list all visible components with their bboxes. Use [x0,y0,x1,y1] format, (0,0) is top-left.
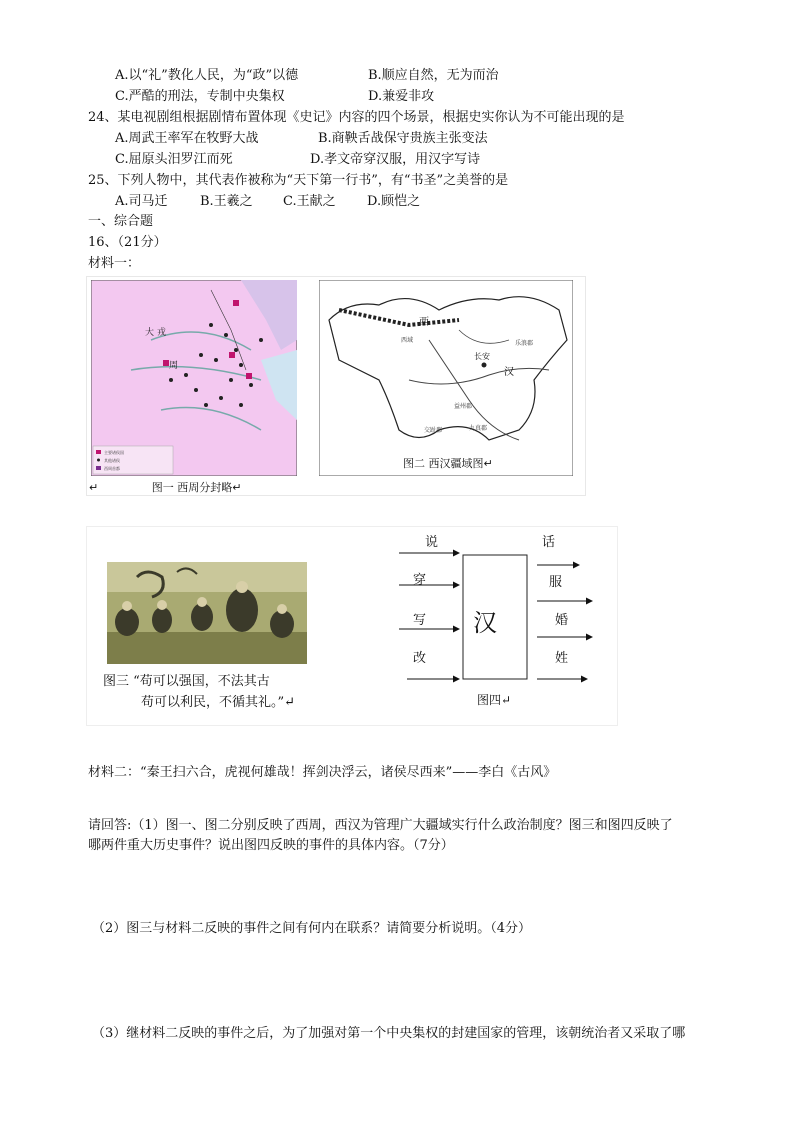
legend-capital: 西周首都 [104,466,120,471]
q24-option-c: C.屈原头汨罗江而死 [115,152,233,167]
question-16-heading: 16、（21分） [88,235,167,250]
q24-option-b: B.商鞅舌战保守贵族主张变法 [318,131,488,146]
map-label-zhou: 周 [169,361,179,371]
fig4-left-4: 改 [413,651,427,666]
material-one-label: 材料一： [88,256,141,271]
fig4-right-4: 姓 [555,651,569,666]
figure-3-painting [107,562,307,664]
q23-option-b: B.顺应自然，无为而治 [368,68,499,83]
fig4-left-3: 写 [413,613,427,628]
material-two: 材料二：“秦王扫六合，虎视何雄哉！挥剑决浮云，诸侯尽西来”——李白《古风》 [88,765,557,780]
fig4-center-han: 汉 [473,609,497,637]
figures-bottom-panel [86,526,618,726]
fig4-right-3: 婚 [555,613,569,628]
map2-label-han: 汉 [504,367,514,378]
q23-option-a: A.以“礼”教化人民，为“政”以德 [115,68,299,83]
fig4-right-1: 话 [542,535,556,550]
q24-option-a: A.周武王率军在牧野大战 [115,131,259,146]
map2-label-changan: 长安 [474,352,490,361]
question-2: （2）图三与材料二反映的事件之间有何内在联系？请简要分析说明。（4分） [92,921,532,936]
q24-stem: 24、某电视剧组根据剧情布置体现《史记》内容的四个场景，根据史实你认为不可能出现的是 [88,110,625,125]
map2-label-jiaozhi: 交趾郡 [424,427,443,434]
western-zhou-map [91,280,297,476]
q25-stem: 25、下列人物中，其代表作被称为“天下第一行书”，有“书圣”之美誉的是 [88,173,509,188]
question-3: （3）继材料二反映的事件之后，为了加强对第一个中央集权的封建国家的管理，该朝统治者又采取了哪 [92,1026,686,1041]
map-label-da: 大 [145,328,155,338]
figure-2-caption: 图二 西汉疆域图↵ [403,457,493,470]
figures-top-panel [86,276,586,496]
figure-3-quote-line-2: 苟可以利民，不循其礼。”↵ [141,695,296,710]
q25-option-b: B.王羲之 [200,194,253,209]
q25-option-c: C.王献之 [283,194,336,209]
figure-4-caption: 图四↵ [477,693,512,707]
figure-3-quote-line-1: 图三 “苟可以强国，不法其古 [103,674,270,689]
legend-main-states: 主要诸侯国 [104,450,124,455]
fig4-right-2: 服 [549,575,563,590]
question-1-line-1: 请回答:（1）图一、图二分别反映了西周，西汉为管理广大疆域实行什么政治制度？图三和图四反映了 [88,818,673,833]
map2-label-xi: 西 [419,317,429,328]
q23-option-d: D.兼爱非攻 [368,89,435,104]
section-heading: 一、综合题 [88,214,154,229]
map2-label-xiyu: 西域 [401,337,414,344]
question-1-line-2: 哪两件重大历史事件？说出图四反映的事件的具体内容。（7分） [88,838,454,853]
q25-option-a: A.司马迁 [115,194,168,209]
fig4-left-2: 穿 [413,573,427,588]
figure-1-caption: ↵ 图一 西周分封略↵ [89,481,242,494]
q23-option-c: C.严酷的刑法，专制中央集权 [115,89,285,104]
q25-option-d: D.顾恺之 [367,194,421,209]
map2-label-lelang: 乐浪郡 [515,340,534,347]
western-han-map [319,280,573,476]
map-label-rong: 戎 [157,328,167,338]
fig4-left-1: 说 [425,535,439,550]
map2-label-jiuzhen: 九真郡 [469,425,488,432]
legend-other-states: 其他诸侯 [104,458,120,463]
q24-option-d: D.孝文帝穿汉服，用汉字写诗 [310,152,481,167]
map2-label-yizhou: 益州郡 [454,403,473,410]
